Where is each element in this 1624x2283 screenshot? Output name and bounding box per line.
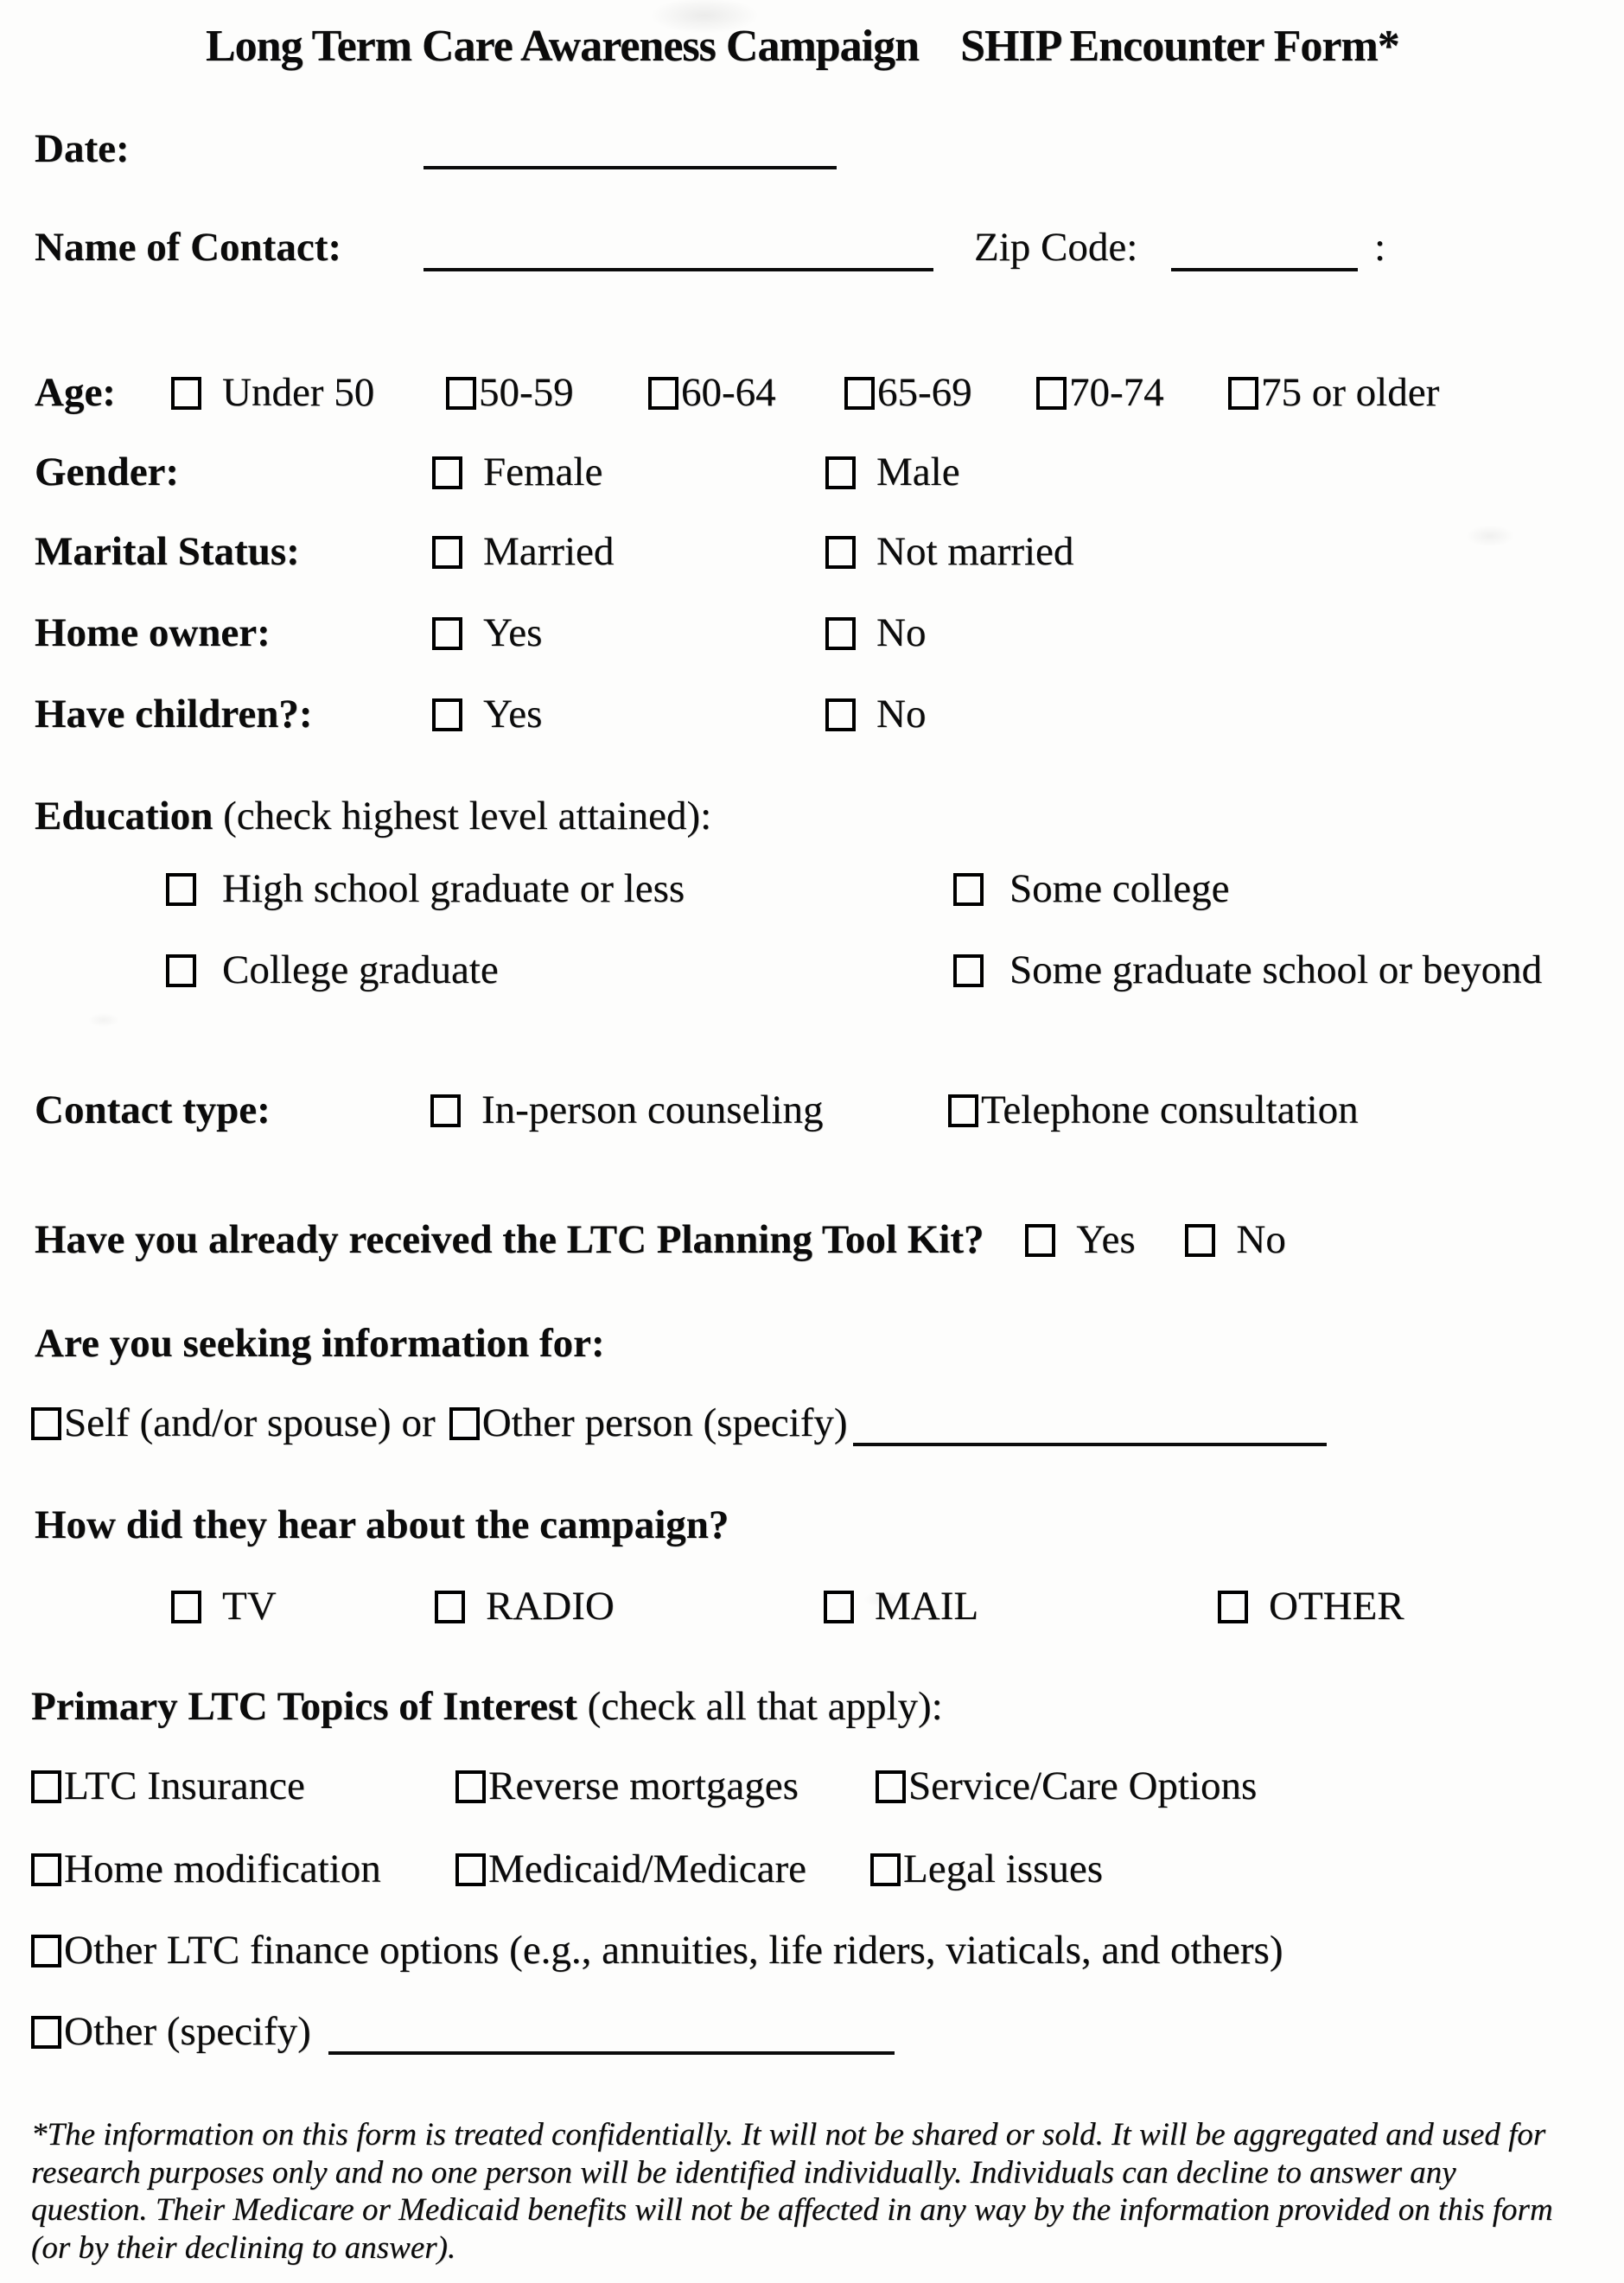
marital-status-row: [35, 529, 1590, 584]
date-label: Date:: [35, 126, 130, 171]
form-title-campaign: Long Term Care Awareness Campaign: [206, 22, 920, 71]
topics-row-3: [31, 1928, 1587, 1983]
topics-heading: [31, 1684, 1587, 1739]
topics-other-row: [31, 2009, 1587, 2064]
topic-other-label: Other (specify): [64, 2009, 311, 2054]
education-heading: [35, 794, 1590, 849]
have-children-row: [35, 692, 1590, 747]
marital-not-married-label: Not married: [876, 529, 1074, 574]
age-60-64-checkbox[interactable]: [648, 377, 678, 410]
date-input-line[interactable]: [424, 166, 837, 169]
education-graduate-school-label: Some graduate school or beyond: [1009, 947, 1543, 992]
education-some-college-checkbox[interactable]: [953, 873, 984, 906]
age-70-74-checkbox[interactable]: [1036, 377, 1067, 410]
marital-not-married-checkbox[interactable]: [825, 536, 856, 569]
topic-service-care-checkbox[interactable]: [876, 1770, 906, 1803]
topic-other-ltc-finance-checkbox[interactable]: [31, 1935, 61, 1967]
have-children-no-checkbox[interactable]: [825, 698, 856, 731]
have-children-yes-label: Yes: [483, 692, 543, 737]
topic-service-care-label: Service/Care Options: [908, 1763, 1258, 1808]
hear-radio-checkbox[interactable]: [435, 1591, 465, 1623]
seeking-options-row: [31, 1400, 1587, 1456]
zip-input-line[interactable]: [1171, 268, 1358, 271]
confidentiality-footnote: *The information on this form is treated confidentially. It will not be shared or sold. It will be aggregated and used for research purposes only and no one person will be identified individually. Individuals can decline to answer any question. Their Medicare or Medicaid benefits will not be affected in any way by the information provided on this form (or by their declining to answer).: [31, 2117, 1553, 2266]
age-70-74-label: 70-74: [1069, 370, 1164, 415]
seeking-other-label: Other person (specify): [481, 1400, 848, 1445]
education-college-graduate-label: College graduate: [222, 947, 499, 992]
hear-heading-text: How did they hear about the campaign?: [35, 1502, 729, 1547]
contact-type-label: Contact type:: [35, 1087, 271, 1132]
education-options-row-2: [35, 947, 1590, 1003]
seeking-conjunction: or: [401, 1400, 436, 1445]
zip-code-label: Zip Code:: [974, 225, 1138, 270]
age-75-or-older-checkbox[interactable]: [1228, 377, 1258, 410]
toolkit-question: Have you already received the LTC Planning Tool Kit?: [35, 1217, 984, 1262]
topics-heading-bold: Primary LTC Topics of Interest: [31, 1684, 577, 1729]
education-graduate-school-checkbox[interactable]: [953, 954, 984, 987]
zip-trailing-colon: :: [1374, 225, 1386, 270]
seeking-self-label: Self (and/or spouse): [64, 1400, 392, 1445]
education-heading-rest: (check highest level attained):: [213, 794, 712, 839]
age-60-64-label: 60-64: [681, 370, 776, 415]
education-high-school-label: High school graduate or less: [222, 866, 685, 911]
topic-home-modification-label: Home modification: [64, 1846, 381, 1891]
age-under-50-label: Under 50: [222, 370, 375, 415]
topics-row-2: [31, 1846, 1587, 1902]
seeking-heading-text: Are you seeking information for:: [35, 1321, 605, 1366]
topic-legal-issues-checkbox[interactable]: [870, 1853, 901, 1886]
contact-telephone-label: Telephone consultation: [981, 1087, 1359, 1132]
topic-reverse-mortgages-checkbox[interactable]: [455, 1770, 486, 1803]
gender-male-checkbox[interactable]: [825, 456, 856, 489]
seeking-heading: [35, 1321, 1590, 1376]
hear-heading: [35, 1502, 1590, 1558]
date-row: [35, 126, 1590, 182]
hear-other-checkbox[interactable]: [1218, 1591, 1248, 1623]
other-person-specify-line[interactable]: [853, 1434, 1327, 1446]
gender-row: [35, 450, 1590, 505]
age-75-or-older-label: 75 or older: [1261, 370, 1440, 415]
topics-row-1: [31, 1763, 1587, 1819]
topic-other-checkbox[interactable]: [31, 2016, 61, 2049]
name-contact-row: [35, 225, 1590, 280]
contact-telephone-checkbox[interactable]: [948, 1094, 978, 1127]
age-65-69-checkbox[interactable]: [844, 377, 875, 410]
age-50-59-label: 50-59: [479, 370, 574, 415]
name-input-line[interactable]: [424, 268, 933, 271]
have-children-label: Have children?:: [35, 692, 313, 737]
age-under-50-checkbox[interactable]: [171, 377, 201, 410]
topic-medicaid-medicare-checkbox[interactable]: [455, 1853, 486, 1886]
seeking-other-checkbox[interactable]: [449, 1407, 480, 1440]
hear-radio-label: RADIO: [486, 1584, 615, 1629]
topics-heading-rest: (check all that apply):: [576, 1684, 943, 1729]
marital-married-label: Married: [483, 529, 615, 574]
other-specify-line[interactable]: [328, 2043, 895, 2055]
toolkit-no-label: No: [1236, 1217, 1286, 1262]
have-children-no-label: No: [876, 692, 927, 737]
toolkit-yes-checkbox[interactable]: [1025, 1224, 1055, 1257]
education-options-row-1: [35, 866, 1590, 921]
marital-married-checkbox[interactable]: [432, 536, 462, 569]
seeking-self-checkbox[interactable]: [31, 1407, 61, 1440]
form-title: [206, 21, 1399, 72]
marital-status-label: Marital Status:: [35, 529, 300, 574]
gender-male-label: Male: [876, 450, 960, 494]
age-50-59-checkbox[interactable]: [446, 377, 476, 410]
home-owner-label: Home owner:: [35, 610, 271, 655]
name-of-contact-label: Name of Contact:: [35, 225, 342, 270]
form-title-ship: SHIP Encounter Form*: [960, 22, 1399, 71]
gender-female-checkbox[interactable]: [432, 456, 462, 489]
topic-ltc-insurance-label: LTC Insurance: [64, 1763, 305, 1808]
topic-medicaid-medicare-label: Medicaid/Medicare: [488, 1846, 806, 1891]
education-heading-bold: Education: [35, 794, 213, 839]
education-high-school-checkbox[interactable]: [166, 873, 196, 906]
topic-legal-issues-label: Legal issues: [903, 1846, 1104, 1891]
hear-mail-label: MAIL: [875, 1584, 979, 1629]
contact-in-person-checkbox[interactable]: [430, 1094, 461, 1127]
age-label: Age:: [35, 370, 116, 415]
age-65-69-label: 65-69: [877, 370, 972, 415]
hear-mail-checkbox[interactable]: [824, 1591, 854, 1623]
contact-in-person-label: In-person counseling: [481, 1087, 824, 1132]
contact-type-row: [35, 1087, 1590, 1143]
home-owner-row: [35, 610, 1590, 666]
hear-other-label: OTHER: [1269, 1584, 1404, 1629]
topic-home-modification-checkbox[interactable]: [31, 1853, 61, 1886]
topic-reverse-mortgages-label: Reverse mortgages: [488, 1763, 799, 1808]
hear-tv-checkbox[interactable]: [171, 1591, 201, 1623]
topic-ltc-insurance-checkbox[interactable]: [31, 1770, 61, 1803]
home-owner-no-checkbox[interactable]: [825, 617, 856, 650]
toolkit-row: [35, 1217, 1590, 1272]
education-college-graduate-checkbox[interactable]: [166, 954, 196, 987]
age-row: [35, 370, 1590, 425]
home-owner-yes-label: Yes: [483, 610, 543, 655]
home-owner-no-label: No: [876, 610, 927, 655]
gender-label: Gender:: [35, 450, 180, 494]
hear-options-row: [35, 1584, 1590, 1639]
toolkit-yes-label: Yes: [1076, 1217, 1136, 1262]
have-children-yes-checkbox[interactable]: [432, 698, 462, 731]
home-owner-yes-checkbox[interactable]: [432, 617, 462, 650]
topic-other-ltc-finance-label: Other LTC finance options (e.g., annuities, life riders, viaticals, and others): [64, 1928, 1283, 1973]
toolkit-no-checkbox[interactable]: [1185, 1224, 1215, 1257]
education-some-college-label: Some college: [1009, 866, 1230, 911]
hear-tv-label: TV: [222, 1584, 277, 1629]
gender-female-label: Female: [483, 450, 603, 494]
